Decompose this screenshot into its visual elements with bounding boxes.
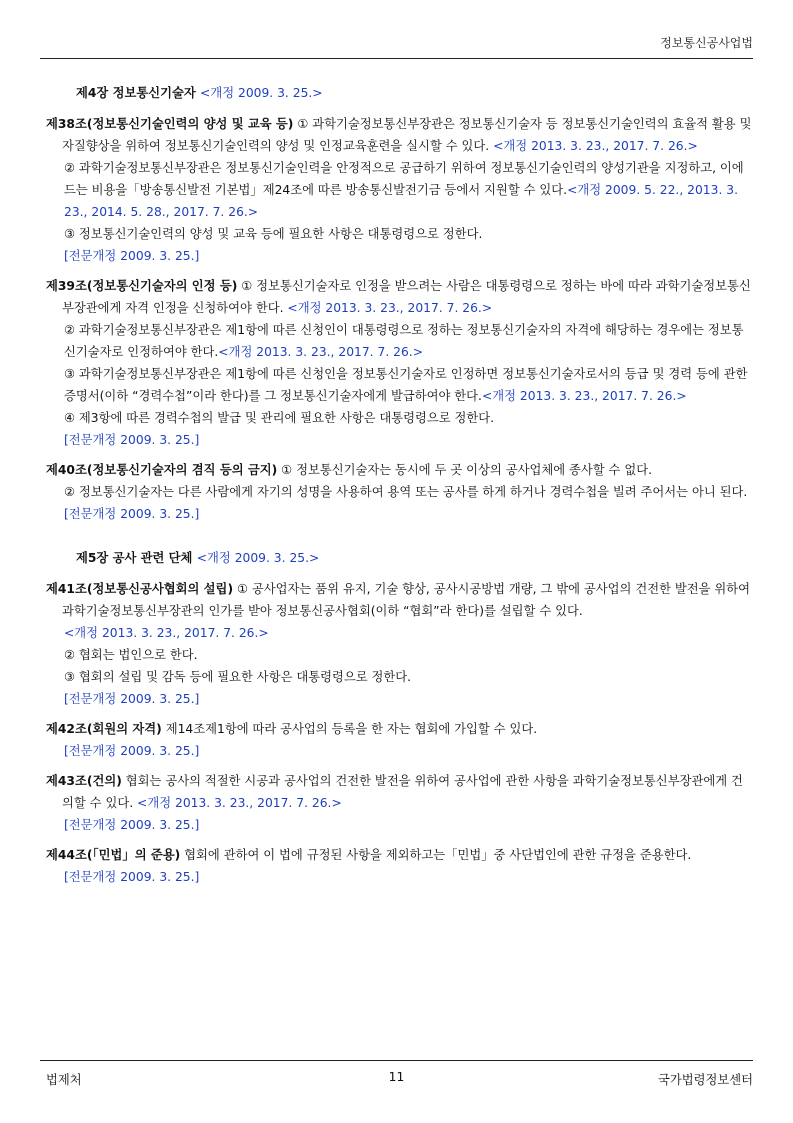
paragraph-text: ④ 제3항에 따른 경력수첩의 발급 및 관리에 필요한 사항은 대통령령으로 정한다. (64, 411, 495, 425)
article-paragraph (46, 113, 754, 157)
header-divider (40, 58, 753, 59)
article-paragraph (46, 407, 754, 429)
page-number: 11 (388, 1070, 405, 1084)
revision-note: <개정 2013. 3. 23., 2017. 7. 26.> (287, 301, 493, 315)
full-revision-note: [전문개정 2009. 3. 25.] (64, 249, 200, 263)
article-paragraph (46, 275, 754, 319)
article-paragraph (46, 844, 754, 866)
article-heading: 제40조(정보통신기술자의 겸직 등의 금지) (46, 463, 278, 477)
article-44 (46, 844, 754, 888)
revision-note: <개정 2013. 3. 23., 2017. 7. 26.> (493, 139, 698, 153)
document-title: 정보통신공사업법 (660, 36, 753, 50)
article-40 (46, 459, 754, 525)
footer-publisher: 법제처 (46, 1073, 82, 1087)
article-heading: 제39조(정보통신기술자의 인정 등) (46, 279, 238, 293)
article-39 (46, 275, 754, 451)
revision-note: <개정 2013. 3. 23., 2017. 7. 26.> (137, 796, 342, 810)
chapter-heading (46, 547, 754, 569)
paragraph-text: ① 과학기술정보통신부장관은 정보통신기술자 등 정보통신기술인력의 효율적 활용 및 자질향상을 위하여 정보통신기술인력의 양성 및 인정교육훈련을 실시할 수 있다. (62, 117, 752, 153)
revision-note: <개정 2013. 3. 23., 2017. 7. 26.> (481, 389, 687, 403)
article-paragraph (46, 157, 754, 223)
paragraph-text: ② 과학기술정보통신부장관은 정보통신기술인력을 안정적으로 공급하기 위하여 정보통신기술인력의 양성기관을 지정하고, 이에 드는 비용을「방송통신발전 기본법」제24조에 따른 방송통신발전기금 등에서 지원할 수 있다. (64, 161, 744, 197)
article-heading: 제42조(회원의 자격) (46, 722, 162, 736)
footer-source: 국가법령정보센터 (657, 1073, 753, 1087)
chapter-heading (46, 82, 754, 104)
revision-note: <개정 2009. 3. 25.> (196, 551, 320, 565)
article-paragraph (46, 223, 754, 245)
paragraph-text: ② 과학기술정보통신부장관은 제1항에 따른 신청인이 대통령령으로 정하는 정보통신기술자의 자격에 해당하는 경우에는 정보통신기술자로 인정하여야 한다. (64, 323, 744, 359)
article-41 (46, 578, 754, 710)
paragraph-text: ① 정보통신기술자는 동시에 두 곳 이상의 공사업체에 종사할 수 없다. (277, 463, 653, 477)
article-paragraph (46, 770, 754, 814)
article-heading: 제43조(건의) (46, 774, 122, 788)
paragraph-text: ③ 정보통신기술인력의 양성 및 교육 등에 필요한 사항은 대통령령으로 정한다. (64, 227, 483, 241)
revision-note: <개정 2009. 3. 25.> (200, 86, 323, 100)
article-heading: 제44조(「민법」의 준용) (46, 848, 181, 862)
article-heading: 제38조(정보통신기술인력의 양성 및 교육 등) (46, 117, 294, 131)
full-revision-note: [전문개정 2009. 3. 25.] (64, 744, 200, 758)
paragraph-text: ① 정보통신기술자로 인정을 받으려는 사람은 대통령령으로 정하는 바에 따라 과학기술정보통신부장관에게 자격 인정을 신청하여야 한다. (62, 279, 751, 315)
revision-note: <개정 2009. 5. 22., 2013. 3. 23., 2014. 5. 28., 2017. 7. 26.> (64, 183, 739, 219)
paragraph-text: ② 협회는 법인으로 한다. (64, 648, 198, 662)
article-paragraph (46, 578, 754, 622)
paragraph-text: ③ 협회의 설립 및 감독 등에 필요한 사항은 대통령령으로 정한다. (64, 670, 412, 684)
paragraph-text: ② 정보통신기술자는 다른 사람에게 자기의 성명을 사용하여 용역 또는 공사를 하게 하거나 경력수첩을 빌려 주어서는 아니 된다. (64, 485, 748, 499)
article-paragraph (46, 718, 754, 740)
paragraph-text: ③ 과학기술정보통신부장관은 제1항에 따른 신청인을 정보통신기술자로 인정하면 정보통신기술자로서의 등급 및 경력 등에 관한 증명서(이하 “경력수첩”이라 한다)를 그 정보통신기술자에게 발급하여야 한다. (64, 367, 748, 403)
article-38 (46, 113, 754, 267)
full-revision-note: [전문개정 2009. 3. 25.] (64, 870, 200, 884)
article-42 (46, 718, 754, 762)
revision-note: <개정 2013. 3. 23., 2017. 7. 26.> (64, 626, 269, 640)
chapter-title: 제5장 공사 관련 단체 (76, 551, 193, 565)
article-paragraph (46, 459, 754, 481)
chapter-title: 제4장 정보통신기술자 (76, 86, 196, 100)
article-paragraph (46, 644, 754, 666)
article-43 (46, 770, 754, 836)
article-heading: 제41조(정보통신공사협회의 설립) (46, 582, 234, 596)
full-revision-note: [전문개정 2009. 3. 25.] (64, 507, 200, 521)
full-revision-note: [전문개정 2009. 3. 25.] (64, 692, 200, 706)
law-body (46, 82, 754, 896)
revision-note: <개정 2013. 3. 23., 2017. 7. 26.> (218, 345, 423, 359)
full-revision-note: [전문개정 2009. 3. 25.] (64, 818, 200, 832)
article-paragraph (46, 666, 754, 688)
paragraph-text: 협회에 관하여 이 법에 규정된 사항을 제외하고는「민법」중 사단법인에 관한 규정을 준용한다. (180, 848, 692, 862)
article-paragraph (46, 481, 754, 503)
article-paragraph (46, 363, 754, 407)
paragraph-text: 제14조제1항에 따라 공사업의 등록을 한 자는 협회에 가입할 수 있다. (161, 722, 538, 736)
full-revision-note: [전문개정 2009. 3. 25.] (64, 433, 200, 447)
paragraph-text: ① 공사업자는 품위 유지, 기술 향상, 공사시공방법 개량, 그 밖에 공사업의 건전한 발전을 위하여 과학기술정보통신부장관의 인가를 받아 정보통신공사협회(이하 “협회”라 한다)를 설립할 수 있다. (62, 582, 751, 618)
footer-divider (40, 1060, 753, 1061)
article-paragraph (46, 319, 754, 363)
paragraph-text: 협회는 공사의 적절한 시공과 공사업의 건전한 발전을 위하여 공사업에 관한 사항을 과학기술정보통신부장관에게 건의할 수 있다. (62, 774, 743, 810)
